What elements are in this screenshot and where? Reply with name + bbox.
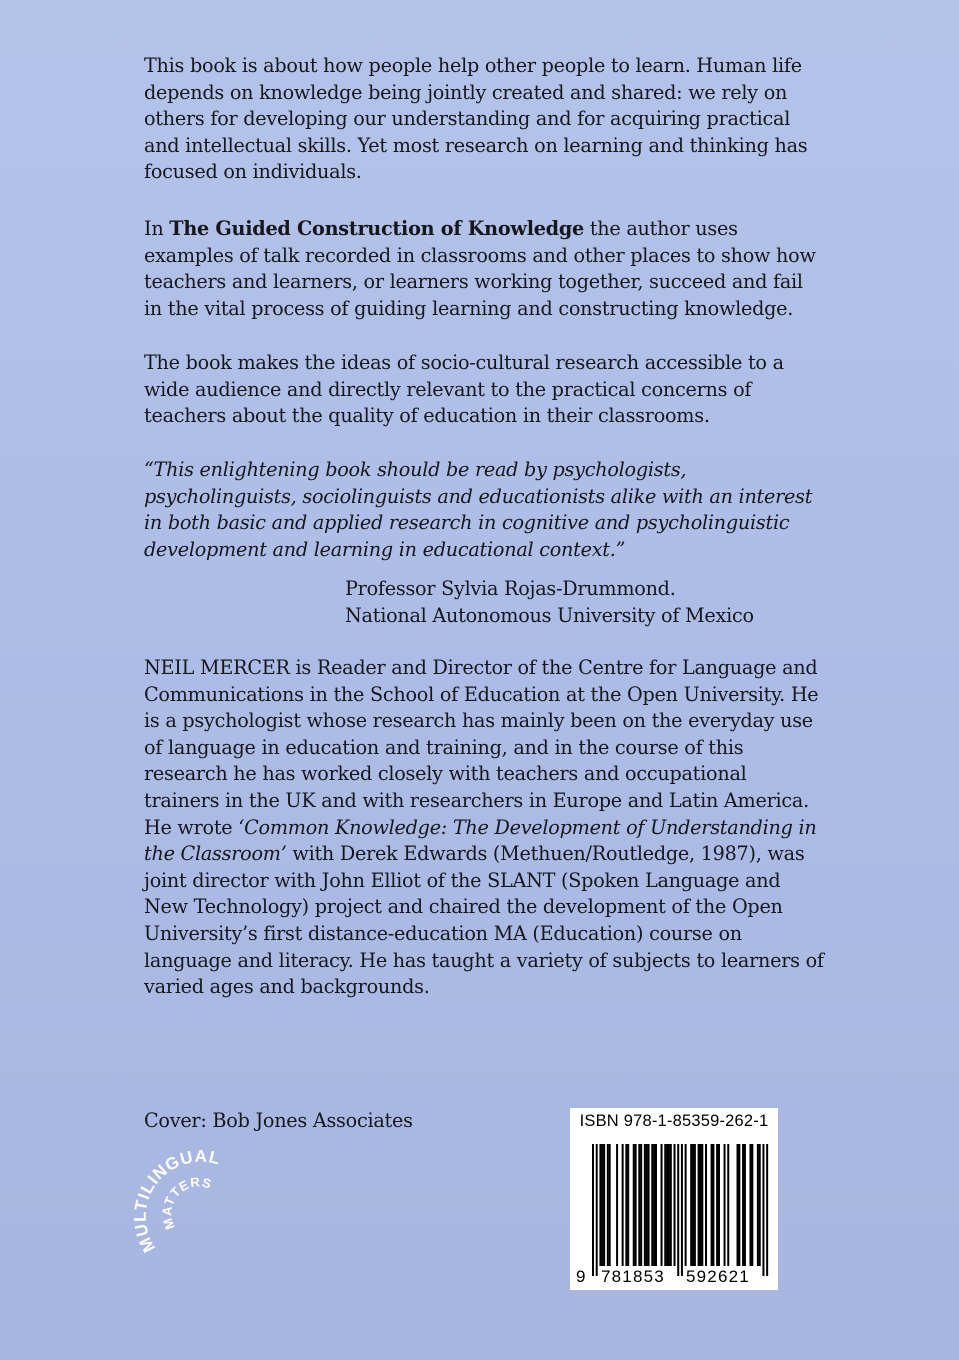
barcode-bar	[705, 1144, 707, 1266]
author-prior-book-title: ‘Common Knowledge: The Development of Understanding in the Classroom’	[144, 815, 817, 866]
barcode-bar	[640, 1144, 642, 1266]
barcode-bar	[596, 1144, 598, 1276]
blurb-paragraph-3	[144, 350, 824, 430]
barcode-bars	[592, 1144, 768, 1266]
multilingual-matters-logo	[130, 1140, 260, 1270]
barcode-bar	[699, 1144, 701, 1266]
barcode-bar	[738, 1144, 740, 1266]
blurb-p2-prefix: In	[144, 217, 170, 240]
barcode-bar	[685, 1144, 687, 1266]
barcode-icon	[592, 1144, 768, 1276]
barcode-digits-left: 781853	[601, 1267, 665, 1286]
author-bio-part-1: NEIL MERCER is Reader and Director of the Centre for Language and Communications in the School of Education at the Open University. He is a psychologist whose research has mainly been on the everyday use of language in education and training, and in the course of this research he has worked closely with teachers and occupational trainers in the UK and with researchers in Europe and Latin America. He wrote	[144, 656, 819, 839]
barcode-bar	[625, 1144, 627, 1266]
barcode-bar	[651, 1144, 653, 1266]
logo-text-outer: MULTILINGUAL	[130, 1146, 223, 1256]
barcode-bar	[766, 1144, 768, 1276]
blurb-paragraph-3-text: The book makes the ideas of socio-cultural research accessible to a wide audience and directly relevant to the practical concerns of teachers about the quality of education in their classrooms.	[144, 351, 784, 428]
barcode-bar	[603, 1144, 605, 1266]
publisher-logo-icon	[130, 1140, 260, 1270]
isbn-barcode	[570, 1108, 778, 1290]
barcode-bar	[701, 1144, 703, 1266]
barcode-bar	[622, 1144, 624, 1266]
barcode-bar	[692, 1144, 694, 1266]
barcode-bar	[635, 1144, 637, 1266]
barcode-bar	[668, 1144, 670, 1266]
author-bio	[144, 655, 824, 1001]
barcode-bar	[690, 1144, 692, 1266]
barcode-bar	[670, 1144, 672, 1266]
barcode-bar	[711, 1144, 713, 1266]
barcode-bar	[661, 1144, 663, 1266]
barcode-bar	[609, 1144, 611, 1266]
barcode-digits-right: 592621	[686, 1267, 750, 1286]
review-attribution	[345, 576, 825, 629]
blurb-paragraph-1-text: This book is about how people help other people to learn. Human life depends on knowledge being jointly created and shared: we rely on others for developing our understanding and for acquiring practical and intellectual skills. Yet most research on learning and thinking has focused on individuals.	[144, 54, 808, 184]
barcode-bar	[727, 1144, 729, 1266]
barcode-bar	[759, 1144, 761, 1266]
barcode-bar	[677, 1144, 679, 1276]
barcode-bar	[644, 1144, 646, 1266]
barcode-bar	[737, 1144, 739, 1266]
barcode-bar	[616, 1144, 618, 1266]
barcode-digit-first: 9	[576, 1267, 586, 1286]
barcode-bar	[655, 1144, 657, 1266]
barcode-bar	[599, 1144, 601, 1266]
barcode-bar	[633, 1144, 635, 1266]
barcode-bar	[749, 1144, 751, 1266]
cover-credit: Cover: Bob Jones Associates	[144, 1109, 413, 1132]
review-quote-text: “This enlightening book should be read by psychologists, psycholinguists, sociolinguists and educationists alike with an interest in both basic and applied research in cognitive and psycholinguistic development and learning in educational context.”	[144, 458, 813, 561]
barcode-bar	[627, 1144, 629, 1266]
barcode-bar	[646, 1144, 648, 1266]
barcode-bar	[698, 1144, 700, 1266]
blurb-p2-rest: the author uses examples of talk recorded in classrooms and other places to show how teachers and learners, or learners working together, succeed and fail in the vital process of guiding learning and constructing knowledge.	[144, 217, 816, 320]
book-title: The Guided Construction of Knowledge	[169, 217, 584, 240]
barcode-bar	[648, 1144, 650, 1266]
barcode-bar	[674, 1144, 676, 1266]
barcode-bar	[724, 1144, 726, 1266]
isbn-label: ISBN 978-1-85359-262-1	[579, 1112, 769, 1130]
blurb-paragraph-1	[144, 53, 824, 186]
review-quote	[144, 457, 824, 563]
barcode-bar	[762, 1144, 764, 1276]
reviewer-affiliation: National Autonomous University of Mexico	[345, 603, 754, 627]
barcode-bar	[718, 1144, 720, 1266]
barcode-bar	[757, 1144, 759, 1266]
logo-text-inner: MATTERS	[159, 1174, 214, 1232]
barcode-digits	[570, 1266, 778, 1288]
barcode-bar	[694, 1144, 696, 1266]
blurb-paragraph-2	[144, 216, 824, 322]
reviewer-name: Professor Sylvia Rojas-Drummond.	[345, 577, 676, 600]
barcode-bar	[716, 1144, 718, 1266]
barcode-bar	[653, 1144, 655, 1266]
barcode-bar	[681, 1144, 683, 1276]
barcode-bar	[607, 1144, 609, 1266]
barcode-bar	[712, 1144, 714, 1266]
barcode-bar	[742, 1144, 744, 1266]
barcode-bar	[592, 1144, 594, 1276]
barcode-bar	[601, 1144, 603, 1266]
author-bio-part-2: with Derek Edwards (Methuen/Routledge, 1987), was joint director with John Elliot of the SLANT (Spoken Language and New Technology) project and chaired the development of the Open University’s first distance-education MA (Education) course on language and literacy. He has taught a variety of subjects to learners of varied ages and backgrounds.	[144, 842, 824, 999]
barcode-bar	[638, 1144, 640, 1266]
barcode-bar	[751, 1144, 753, 1266]
barcode-bar	[664, 1144, 666, 1266]
barcode-bar	[744, 1144, 746, 1266]
barcode-bar	[666, 1144, 668, 1266]
